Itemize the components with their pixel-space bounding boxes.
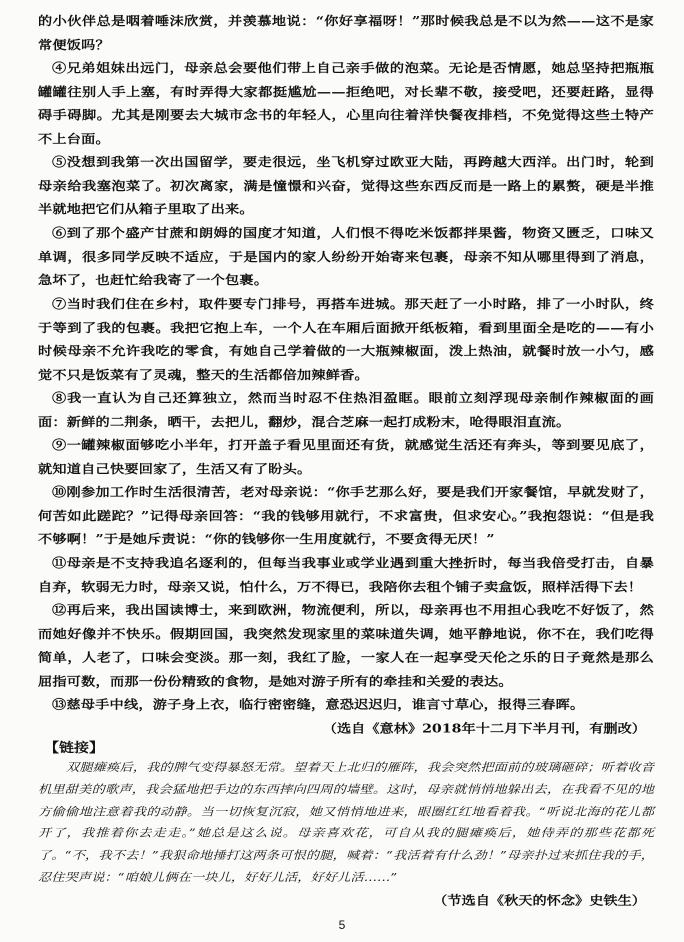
paragraph-11: ⑪母亲是不支持我追名逐利的，但每当我事业或学业遇到重大挫折时，每当我倍受打击，自暴自弃，软弱无力时，母亲又说，怕什么，万不得已，我陪你去租个铺子卖盒饭，照样活得下去！	[38, 556, 654, 595]
paragraph-12: ⑫再后来，我出国读博士，来到欧洲，物流便利，所以，母亲再也不用担心我吃不好饭了，然而她好像并不快乐。假期回国，我突然发现家里的菜味道失调，她平静地说，你不在，我们吃得简单，人老了，口味会变淡。那一刻，我红了脸，一家人在一起享受天伦之乐的日子竟然是那么屈指可数，而那一份份精致的食物，是她对游子所有的牵挂和关爱的表达。	[38, 603, 654, 689]
paragraph-4: ④兄弟姐妹出远门，母亲总会要他们带上自己亲手做的泡菜。无论是否情愿，她总坚持把瓶瓶罐罐往别人手上塞，有时弄得大家都挺尴尬——拒绝吧，对长辈不敬，接受吧，还要赶路，显得碍手碍脚。尤其是刚要去大城市念书的年轻人，心里向往着洋快餐夜排档，不免觉得这些土特产不上台面。	[38, 61, 654, 146]
link-source: （节选自《秋天的怀念》史铁生）	[433, 893, 646, 908]
paragraph-8: ⑧我一直认为自己还算独立，然而当时忍不住热泪盈眶。眼前立刻浮现母亲制作辣椒面的画面：新鲜的二荆条，晒干，去把儿，翻炒，混合芝麻一起打成粉末，呛得眼泪直流。	[38, 391, 654, 430]
paragraph-6: ⑥到了那个盛产甘蔗和朗姆的国度才知道，人们恨不得吃米饭都拌果酱，物资又匮乏，口味又单调，很多同学反映不适应，于是国内的家人纷纷开始寄来包裹，母亲不知从哪里得到了消息，急坏了，也赶忙给我寄了一个包裹。	[38, 226, 654, 288]
paragraph-10: ⑩刚参加工作时生活很清苦，老对母亲说：“你手艺那么好，要是我们开家餐馆，早就发财了，何苦如此蹉跎？”记得母亲回答：“我的钱够用就行，不求富贵，但求安心。”我抱怨说：“但是我不够啊！”于是她斥责说：“你的钱够你一生用度就行，不要贪得无厌！”	[38, 485, 654, 547]
paragraph-3-end: 的小伙伴总是咽着唾沫欣赏，并羡慕地说：“你好享福呀！”那时候我总是不以为然——这不是家常便饭吗？	[38, 14, 654, 52]
page-number: 5	[338, 918, 346, 932]
link-passage: 双腿瘫痪后，我的脾气变得暴怒无常。望着天上北归的雁阵，我会突然把面前的玻璃砸碎；听着收音机里甜美的歌声，我会猛地把手边的东西摔向四周的墙壁。这时，母亲就悄悄地躲出去，在我看不见的地方偷偷地注意着我的动静。当一切恢复沉寂，她又悄悄地进来，眼圈红红地看着我。“听说北海的花儿都开了，我推着你去走走。”她总是这么说。母亲喜欢花，可自从我的腿瘫痪后，她侍弄的那些花都死了。“不，我不去！”我狠命地捶打这两条可恨的腿，喊着：“我活着有什么劲！”母亲扑过来抓住我的手，忍住哭声说：“咱娘儿俩在一块儿，好好儿活，好好儿活……”	[38, 761, 654, 885]
paragraph-9: ⑨一罐辣椒面够吃小半年，打开盖子看见里面还有货，就感觉生活还有奔头，等到要见底了，就知道自己快要回家了，生活又有了盼头。	[38, 438, 654, 477]
paragraph-13: ⑬慈母手中线，游子身上衣，临行密密缝，意恐迟迟归，谁言寸草心，报得三春晖。	[52, 698, 585, 712]
link-heading: 【链接】	[44, 740, 105, 756]
paragraph-7: ⑦当时我们住在乡村，取件要专门排号，再搭车进城。那天赶了一小时路，排了一小时队，终于等到了我的包裹。我把它抱上车，一个人在车厢后面掀开纸板箱，看到里面全是吃的——有小时候母亲不允许我吃的零食，有她自己学着做的一大瓶辣椒面，泼上热油，就餐时放一小勺，感觉不只是饭菜有了灵魂，整天的生活都倍加辣鲜香。	[38, 297, 654, 382]
paragraph-5: ⑤没想到我第一次出国留学，要走很远，坐飞机穿过欧亚大陆，再跨越大西洋。出门时，轮到母亲给我塞泡菜了。初次离家，满是憧憬和兴奋，觉得这些东西反而是一路上的累赘，硬是半推半就地把它们从箱子里取了出来。	[38, 155, 654, 217]
source-citation: （选自《意林》2018年十二月下半月刊，有删改）	[322, 722, 646, 736]
